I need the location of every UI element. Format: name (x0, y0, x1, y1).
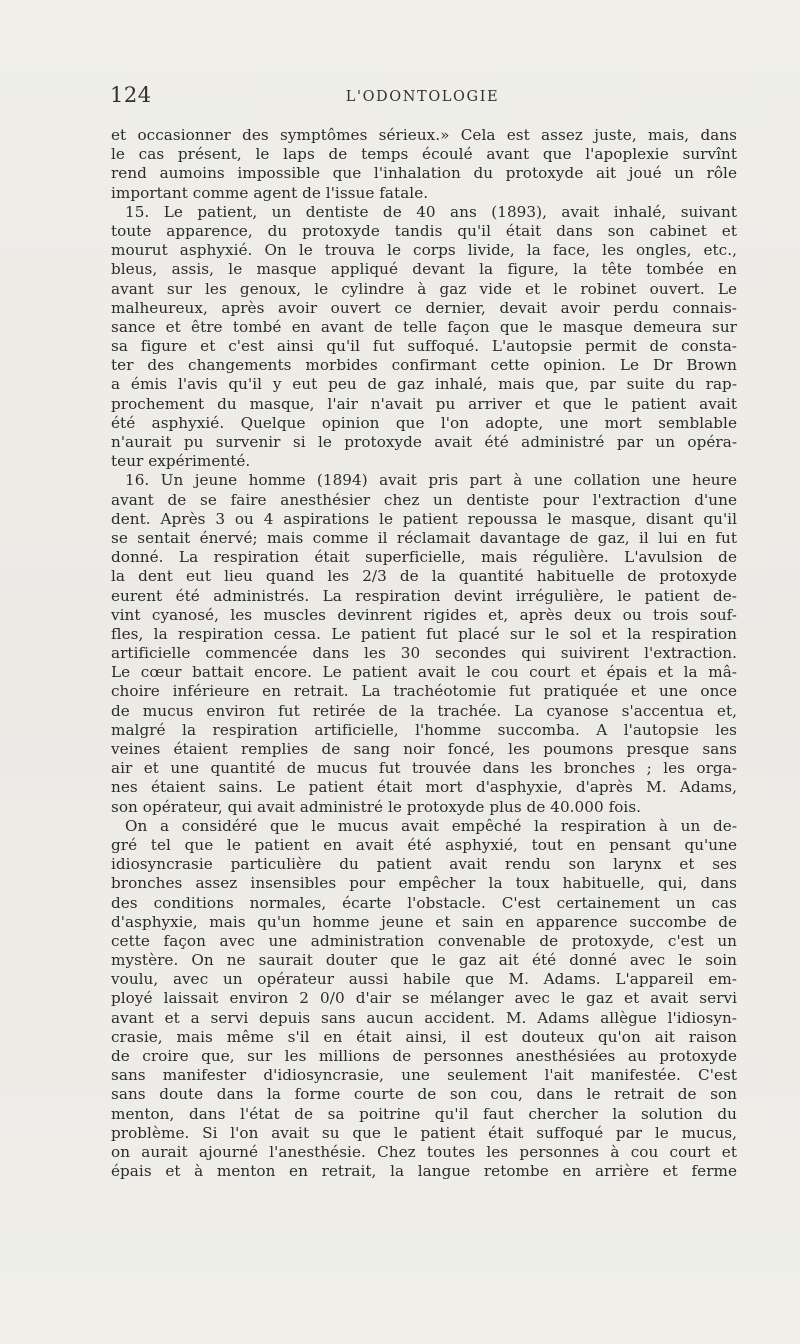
text-line: Le cœur battait encore. Le patient avait le cou court et épais et la mâ- (111, 663, 737, 682)
text-line: malheureux, après avoir ouvert ce dernier, devait avoir perdu connais- (111, 298, 737, 317)
body-text (111, 126, 737, 1201)
text-line: air et une quantité de mucus fut trouvée dans les bronches ; les orga- (111, 759, 737, 778)
page-header (110, 83, 735, 113)
text-line: problème. Si l'on avait su que le patient était suffoqué par le mucus, (111, 1123, 737, 1142)
page-number: 124 (110, 83, 152, 107)
text-line: toute apparence, du protoxyde tandis qu'il était dans son cabinet et (111, 221, 737, 240)
text-line: sance et être tombé en avant de telle façon que le masque demeura sur (111, 317, 737, 336)
text-line: le cas présent, le laps de temps écoulé avant que l'apoplexie survînt (111, 145, 737, 164)
text-line: a émis l'avis qu'il y eut peu de gaz inhalé, mais que, par suite du rap- (111, 375, 737, 394)
text-line: cette façon avec une administration convenable de protoxyde, c'est un (111, 931, 737, 950)
text-line (111, 1181, 737, 1200)
text-line: donné. La respiration était superficielle, mais régulière. L'avulsion de (111, 548, 737, 567)
text-line: teur expérimenté. (111, 452, 251, 471)
text-line: sans manifester d'idiosyncrasie, une seulement l'ait manifestée. C'est (111, 1066, 737, 1085)
running-title: L'ODONTOLOGIE (345, 89, 500, 105)
text-line: dent. Après 3 ou 4 aspirations le patient repoussa le masque, disant qu'il (111, 509, 737, 528)
text-line: gré tel que le patient en avait été asphyxié, tout en pensant qu'une (111, 835, 737, 854)
text-line: voulu, avec un opérateur aussi habile que M. Adams. L'appareil em- (111, 970, 737, 989)
text-line: 16. Un jeune homme (1894) avait pris part à une collation une heure (125, 471, 737, 490)
text-line: vint cyanosé, les muscles devinrent rigides et, après deux ou trois souf- (111, 605, 737, 624)
text-line: se sentait énervé; mais comme il réclamait davantage de gaz, il lui en fut (111, 528, 737, 547)
text-line: avant de se faire anesthésier chez un dentiste pour l'extraction d'une (111, 490, 737, 509)
text-line: la dent eut lieu quand les 2/3 de la quantité habituelle de protoxyde (111, 567, 737, 586)
text-line: ployé laissait environ 2 0/0 d'air se mélanger avec le gaz et avait servi (111, 989, 737, 1008)
text-line: idiosyncrasie particulière du patient avait rendu son larynx et ses (111, 855, 737, 874)
text-line: son opérateur, qui avait administré le protoxyde plus de 40.000 fois. (111, 797, 642, 816)
text-line: mourut asphyxié. On le trouva le corps livide, la face, les ongles, etc., (111, 241, 737, 260)
text-line: épais et à menton en retrait, la langue retombe en arrière et ferme (111, 1162, 737, 1181)
text-line: bronches assez insensibles pour empêcher la toux habituelle, qui, dans (111, 874, 737, 893)
text-line: artificielle commencée dans les 30 secondes qui suivirent l'extraction. (111, 644, 737, 663)
text-line: menton, dans l'état de sa poitrine qu'il faut chercher la solution du (111, 1104, 737, 1123)
text-line: de mucus environ fut retirée de la trachée. La cyanose s'accentua et, (111, 701, 737, 720)
text-line: avant et a servi depuis sans aucun accident. M. Adams allègue l'idiosyn- (111, 1008, 737, 1027)
text-line: eurent été administrés. La respiration devint irrégulière, le patient de- (111, 586, 737, 605)
text-line: été asphyxié. Quelque opinion que l'on adopte, une mort semblable (111, 413, 737, 432)
text-line: prochement du masque, l'air n'avait pu arriver et que le patient avait (111, 394, 737, 413)
text-line: d'asphyxie, mais qu'un homme jeune et sain en apparence succombe de (111, 912, 737, 931)
text-line: crasie, mais même s'il en était ainsi, il est douteux qu'on ait raison (111, 1027, 737, 1046)
text-line: fles, la respiration cessa. Le patient fut placé sur le sol et la respiration (111, 624, 737, 643)
text-line: sans doute dans la forme courte de son cou, dans le retrait de son (111, 1085, 737, 1104)
text-line: ter des changements morbides confirmant cette opinion. Le Dr Brown (111, 356, 737, 375)
text-line: rend aumoins impossible que l'inhalation du protoxyde ait joué un rôle (111, 164, 737, 183)
text-line: n'aurait pu survenir si le protoxyde avait été administré par un opéra- (111, 433, 737, 451)
text-line: bleus, assis, le masque appliqué devant la figure, la tête tombée en (111, 260, 737, 279)
text-line: des conditions normales, écarte l'obstacle. C'est certainement un cas (111, 893, 737, 912)
text-line: et occasionner des symptômes sérieux.» Cela est assez juste, mais, dans (111, 126, 737, 144)
text-line: on aurait ajourné l'anesthésie. Chez toutes les personnes à cou court et (111, 1142, 737, 1161)
text-line: malgré la respiration artificielle, l'homme succomba. A l'autopsie les (111, 720, 737, 739)
text-line: mystère. On ne saurait douter que le gaz ait été donné avec le soin (111, 951, 737, 970)
text-line: On a considéré que le mucus avait empêché la respiration à un de- (125, 816, 737, 835)
text-line: important comme agent de l'issue fatale. (111, 183, 429, 202)
text-line: de croire que, sur les millions de personnes anesthésiées au protoxyde (111, 1047, 737, 1065)
text-line: 15. Le patient, un dentiste de 40 ans (1893), avait inhalé, suivant (125, 202, 737, 221)
text-line: sa figure et c'est ainsi qu'il fut suffoqué. L'autopsie permit de consta- (111, 337, 737, 356)
text-line: veines étaient remplies de sang noir foncé, les poumons presque sans (111, 740, 737, 758)
text-line: avant sur les genoux, le cylindre à gaz vide et le robinet ouvert. Le (111, 279, 737, 298)
text-line: choire inférieure en retrait. La trachéotomie fut pratiquée et une once (111, 682, 737, 701)
text-line: nes étaient sains. Le patient était mort d'asphyxie, d'après M. Adams, (111, 778, 737, 797)
